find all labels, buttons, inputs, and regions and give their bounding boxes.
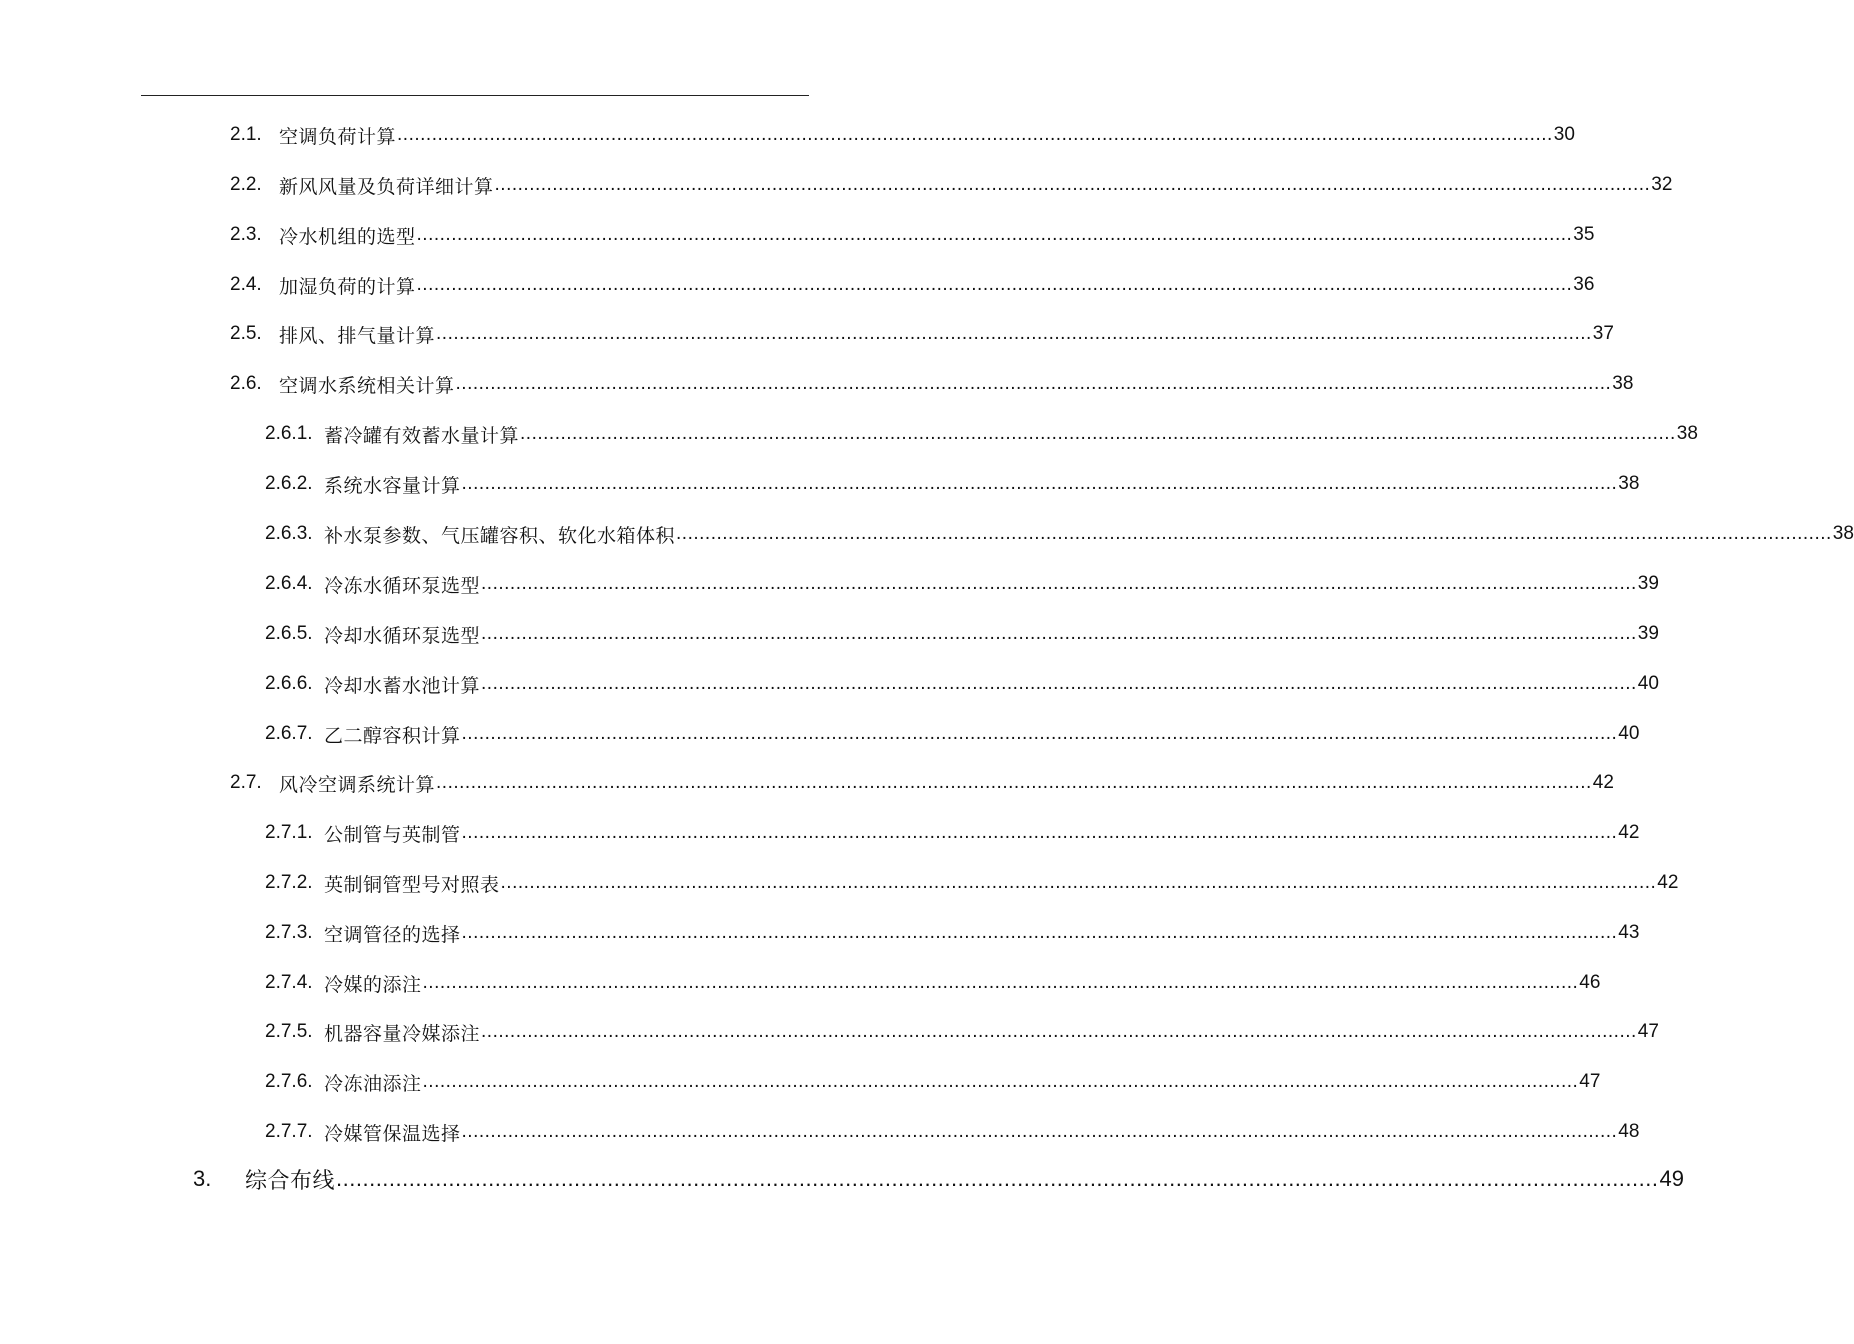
toc-entry-2-3[interactable] (230, 220, 1595, 250)
toc-entry-page: 37 (1592, 323, 1614, 344)
dot-leader: ........................................................................................................................................................................................................ (494, 174, 1651, 195)
toc-entry-number: 2.6.2. (265, 473, 313, 494)
toc-entry-number: 2.1. (230, 124, 262, 145)
toc-entry-title: 综合布线 (245, 1168, 336, 1194)
toc-entry-page: 39 (1637, 573, 1659, 594)
toc-entry-2-6-5[interactable] (265, 619, 1659, 649)
toc-entry-title: 加湿负荷的计算 (279, 275, 416, 298)
toc-entry-title: 系统水容量计算 (324, 474, 461, 497)
toc-entry-2-6-2[interactable] (265, 469, 1640, 499)
toc-entry-2-4[interactable] (230, 270, 1595, 300)
dot-leader: ........................................................................................................................................................................................................ (481, 1021, 1637, 1042)
toc-entry-title: 英制铜管型号对照表 (324, 873, 500, 896)
toc-entry-page: 39 (1637, 623, 1659, 644)
toc-entry-title: 蓄冷罐有效蓄水量计算 (324, 424, 520, 447)
toc-entry-page: 43 (1618, 922, 1640, 943)
dot-leader: ........................................................................................................................................................................................................ (416, 274, 1573, 295)
toc-entry-page: 30 (1553, 124, 1575, 145)
toc-entry-number: 2.5. (230, 323, 262, 344)
toc-entry-number: 2.3. (230, 224, 262, 245)
toc-entry-page: 42 (1618, 822, 1640, 843)
toc-entry-number: 2.7.4. (265, 972, 313, 993)
toc-entry-2-7-4[interactable] (265, 968, 1601, 998)
toc-entry-number: 2.7.3. (265, 922, 313, 943)
toc-entry-number: 2.6.7. (265, 723, 313, 744)
toc-entry-2-6-7[interactable] (265, 719, 1640, 749)
toc-entry-title: 排风、排气量计算 (279, 324, 436, 347)
dot-leader: ........................................................................................................................................................................................................ (416, 224, 1573, 245)
toc-entry-title: 乙二醇容积计算 (324, 724, 461, 747)
dot-leader: ........................................................................................................................................................................................................ (461, 473, 1618, 494)
toc-entry-2-7-2[interactable] (265, 868, 1679, 898)
dot-leader: ........................................................................................................................................................................................................ (461, 922, 1618, 943)
toc-entry-page: 38 (1832, 523, 1854, 544)
toc-entry-title: 冷冻油添注 (324, 1072, 422, 1095)
toc-entry-number: 2.6. (230, 373, 262, 394)
toc-entry-title: 公制管与英制管 (324, 823, 461, 846)
dot-leader: ........................................................................................................................................................................................................ (336, 1166, 1659, 1191)
toc-entry-page: 48 (1618, 1121, 1640, 1142)
toc-entry-2-2[interactable] (230, 170, 1673, 200)
toc-entry-number: 2.2. (230, 174, 262, 195)
dot-leader: ........................................................................................................................................................................................................ (520, 423, 1676, 444)
dot-leader: ........................................................................................................................................................................................................ (436, 323, 1592, 344)
toc-entry-page: 40 (1618, 723, 1640, 744)
toc-entry-title: 新风风量及负荷详细计算 (279, 175, 494, 198)
toc-entry-number: 2.7.6. (265, 1071, 313, 1092)
dot-leader: ........................................................................................................................................................................................................ (397, 124, 1553, 145)
toc-entry-page: 49 (1659, 1166, 1684, 1191)
toc-entry-title: 空调水系统相关计算 (279, 374, 455, 397)
dot-leader: ........................................................................................................................................................................................................ (436, 772, 1592, 793)
toc-entry-2-7-1[interactable] (265, 818, 1640, 848)
toc-entry-2-7[interactable] (230, 768, 1614, 798)
toc-entry-2-6-3[interactable] (265, 519, 1854, 549)
toc-entry-title: 冷媒的添注 (324, 973, 422, 996)
dot-leader: ........................................................................................................................................................................................................ (455, 373, 1612, 394)
toc-entry-2-6-4[interactable] (265, 569, 1659, 599)
toc-entry-page: 42 (1657, 872, 1679, 893)
toc-entry-title: 冷却水循环泵选型 (324, 624, 481, 647)
dot-leader: ........................................................................................................................................................................................................ (481, 673, 1637, 694)
toc-entry-number: 2.6.6. (265, 673, 313, 694)
toc-entry-2-7-6[interactable] (265, 1067, 1601, 1097)
dot-leader: ........................................................................................................................................................................................................ (422, 972, 1579, 993)
toc-entry-number: 2.7.2. (265, 872, 313, 893)
dot-leader: ........................................................................................................................................................................................................ (676, 523, 1832, 544)
toc-entry-page: 38 (1618, 473, 1640, 494)
toc-entry-title: 补水泵参数、气压罐容积、软化水箱体积 (324, 524, 676, 547)
toc-entry-2-7-7[interactable] (265, 1117, 1640, 1147)
toc-entry-page: 32 (1651, 174, 1673, 195)
dot-leader: ........................................................................................................................................................................................................ (500, 872, 1657, 893)
toc-entry-title: 冷却水蓄水池计算 (324, 674, 481, 697)
toc-entry-number: 2.4. (230, 274, 262, 295)
toc-entry-page: 38 (1676, 423, 1698, 444)
toc-entry-3[interactable] (193, 1164, 1684, 1194)
toc-entry-page: 46 (1579, 972, 1601, 993)
toc-entry-2-6-6[interactable] (265, 669, 1659, 699)
toc-entry-title: 冷媒管保温选择 (324, 1122, 461, 1145)
toc-entry-page: 47 (1579, 1071, 1601, 1092)
dot-leader: ........................................................................................................................................................................................................ (481, 573, 1637, 594)
toc-entry-2-7-3[interactable] (265, 918, 1640, 948)
toc-entry-title: 冷水机组的选型 (279, 225, 416, 248)
toc-entry-number: 2.7.1. (265, 822, 313, 843)
toc-entry-2-1[interactable] (230, 120, 1575, 150)
toc-entry-number: 2.6.5. (265, 623, 313, 644)
toc-entry-2-7-5[interactable] (265, 1017, 1659, 1047)
toc-entry-number: 2.7.5. (265, 1021, 313, 1042)
toc-entry-number: 2.7. (230, 772, 262, 793)
toc-entry-2-6[interactable] (230, 369, 1634, 399)
toc-entry-title: 空调负荷计算 (279, 125, 397, 148)
toc-entry-page: 42 (1592, 772, 1614, 793)
toc-entry-number: 2.7.7. (265, 1121, 313, 1142)
dot-leader: ........................................................................................................................................................................................................ (461, 723, 1618, 744)
toc-entry-number: 2.6.4. (265, 573, 313, 594)
dot-leader: ........................................................................................................................................................................................................ (422, 1071, 1579, 1092)
toc-entry-number: 3. (193, 1166, 212, 1191)
toc-entry-2-5[interactable] (230, 319, 1614, 349)
toc-entry-title: 机器容量冷媒添注 (324, 1022, 481, 1045)
toc-entry-page: 40 (1637, 673, 1659, 694)
toc-entry-title: 冷冻水循环泵选型 (324, 574, 481, 597)
toc-entry-title: 空调管径的选择 (324, 923, 461, 946)
toc-entry-page: 38 (1612, 373, 1634, 394)
toc-entry-title: 风冷空调系统计算 (279, 773, 436, 796)
dot-leader: ........................................................................................................................................................................................................ (481, 623, 1637, 644)
toc-entry-page: 47 (1637, 1021, 1659, 1042)
dot-leader: ........................................................................................................................................................................................................ (461, 1121, 1618, 1142)
toc-entry-page: 36 (1573, 274, 1595, 295)
toc-entry-2-6-1[interactable] (265, 419, 1698, 449)
toc-entry-number: 2.6.3. (265, 523, 313, 544)
toc-entry-page: 35 (1573, 224, 1595, 245)
toc-entry-number: 2.6.1. (265, 423, 313, 444)
dot-leader: ........................................................................................................................................................................................................ (461, 822, 1618, 843)
